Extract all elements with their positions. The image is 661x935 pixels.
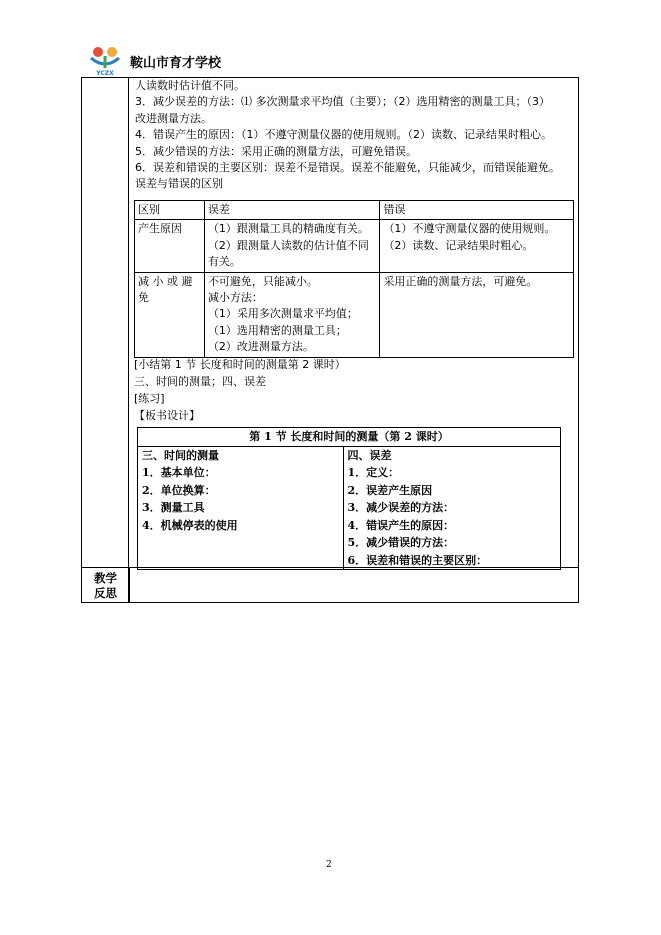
- header-cell: 错误: [380, 201, 574, 220]
- content-line: 误差与错误的区别: [135, 177, 223, 191]
- lesson-content: [135, 78, 579, 193]
- header-cell: 误差: [204, 201, 380, 220]
- summary-section: [134, 356, 346, 424]
- board-item: 三、时间的测量: [142, 448, 219, 462]
- content-line: 改进测量方法。: [135, 111, 212, 125]
- summary-line: [小结第 1 节 长度和时间的测量第 2 课时）: [134, 358, 346, 371]
- error-mistake-comparison-table: [134, 200, 574, 358]
- school-logo-icon: [86, 44, 124, 76]
- reflection-divider: [129, 568, 130, 603]
- content-line: 4．错误产生的原因：（1）不遵守测量仪器的使用规则。（2）读数、记录结果时粗心。: [135, 128, 552, 142]
- error-cell: （1）跟测量工具的精确度有关。 （2）跟测量人读数的估计值不同 有关。: [204, 220, 380, 272]
- board-design-table: [137, 427, 561, 570]
- content-line: 人读数时估计值不同。: [135, 79, 245, 92]
- page-number: 2: [326, 860, 332, 870]
- board-item: 3．测量工具: [142, 501, 205, 514]
- page-header: [86, 44, 586, 74]
- summary-line: [练习]: [134, 392, 165, 405]
- board-item: 5．减少错误的方法：: [347, 536, 455, 549]
- board-right-column: [343, 446, 560, 570]
- row-label: 产生原因: [135, 220, 205, 272]
- table-header-row: [135, 201, 574, 220]
- content-line: 6．误差和错误的主要区别：误差不是错误。误差不能避免，只能减少，而错误能避免。: [135, 161, 560, 175]
- svg-text:YCZX: YCZX: [96, 70, 114, 76]
- board-title: 第 1 节 长度和时间的测量（第 2 课时）: [138, 428, 561, 447]
- error-cell: 不可避免，只能减小。 减小方法： （1）采用多次测量求平均值； （1）选用精密的测量工具； （2）改进测量方法。: [204, 272, 380, 357]
- summary-line: 【板书设计】: [134, 409, 200, 422]
- board-item: 4．机械停表的使用: [142, 518, 238, 532]
- board-left-column: [138, 446, 344, 570]
- table-row: [135, 272, 574, 357]
- table-row: [135, 220, 574, 272]
- board-item: 2．单位换算：: [142, 483, 216, 497]
- content-line: 3．减少误差的方法：⑴ 多次测量求平均值（主要）；（2）选用精密的测量工具；（3）: [135, 95, 550, 109]
- reflection-row: [82, 567, 578, 603]
- school-name: 鞍山市育才学校: [130, 56, 222, 71]
- reflection-label: 教学 反思: [94, 571, 117, 600]
- header-cell: 区别: [135, 201, 205, 220]
- mistake-cell: 采用正确的测量方法，可避免。: [380, 272, 574, 357]
- board-item: 3．减少误差的方法：: [347, 501, 455, 514]
- mistake-cell: （1）不遵守测量仪器的使用规则。 （2）读数、记录结果时粗心。: [380, 220, 574, 272]
- summary-line: 三、时间的测量；四、误差: [134, 375, 266, 388]
- board-item: 1．定义：: [347, 466, 400, 479]
- board-item: 1．基本单位：: [142, 466, 216, 479]
- left-label-column: [82, 78, 129, 602]
- board-item: 2．误差产生原因: [347, 483, 433, 497]
- content-line: 5．减少错误的方法：采用正确的测量方法，可避免错误。: [135, 144, 417, 158]
- board-item: 6．误差和错误的主要区别：: [347, 553, 488, 567]
- board-item: 4．错误产生的原因：: [347, 518, 455, 532]
- row-label: 减 小 或 避 免: [135, 272, 205, 357]
- board-item: 四、误差: [347, 448, 392, 462]
